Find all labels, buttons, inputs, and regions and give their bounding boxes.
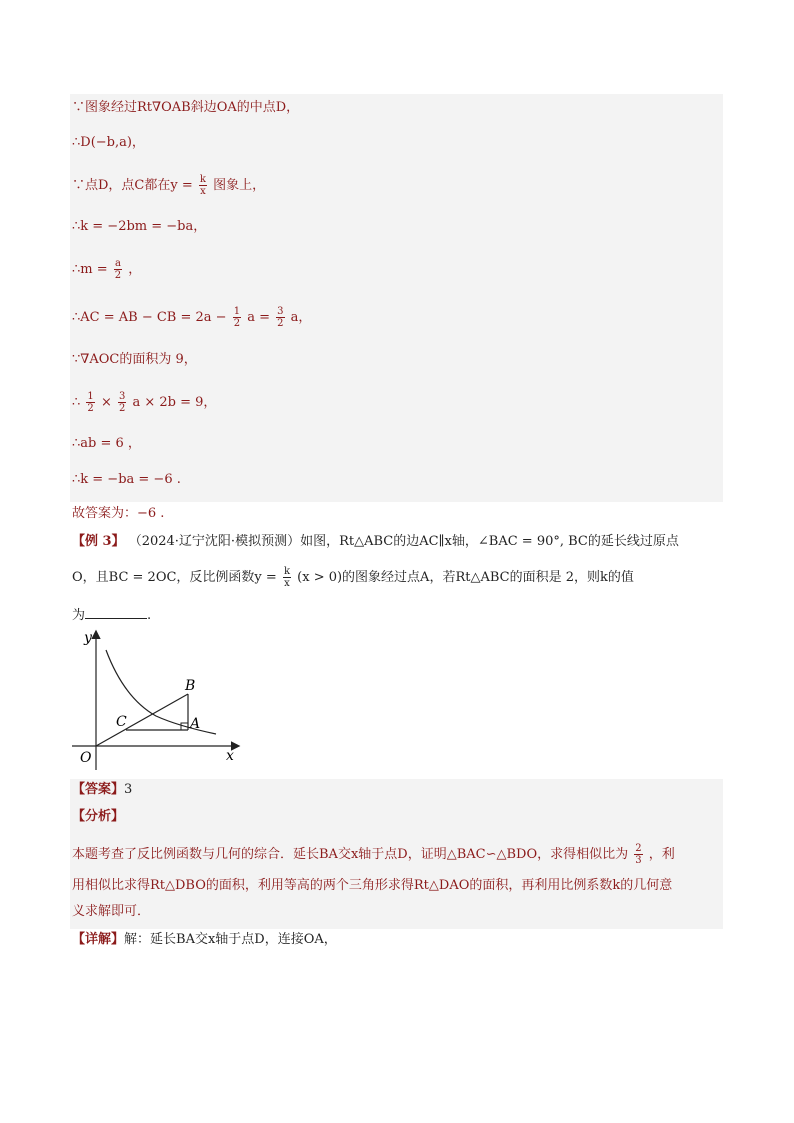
solution-final-answer: 故答案为：−6 . <box>72 506 165 521</box>
solution-line-8: ∴ $\frac{1}{2}$ × $\frac{3}{2}$ a × 2b = 9， <box>72 391 217 414</box>
fraction-1-over-2: $\frac{1}{2}$ <box>233 306 241 329</box>
example-line-1: 【例 3】 （2024·辽宁沈阳·模拟预测）如图，Rt△ABC的边AC∥x轴，∠BAC = 90°, BC的延长线过原点 <box>72 534 679 549</box>
solution-line-6: ∴AC = AB − CB = 2a − $\frac{1}{2}$ a = $\frac{3}{2}$ a， <box>72 306 312 329</box>
label-b: B <box>185 678 196 694</box>
solution-line-4: ∴k = −2bm = −ba， <box>72 219 207 234</box>
solution-line-7: ∵∇AOC的面积为 9， <box>72 352 197 367</box>
answer-blank <box>85 606 147 619</box>
label-o: O <box>80 750 92 766</box>
label-a: A <box>190 716 201 732</box>
example-label: 【例 3】 <box>72 534 125 549</box>
fraction-3-over-2: $\frac{3}{2}$ <box>277 306 284 329</box>
example-line-3: 为 . <box>72 608 152 623</box>
answer-label: 【答案】 <box>72 782 125 797</box>
segment-ob <box>96 694 188 746</box>
solution-line-2: ∴D(−b,a)， <box>72 135 145 150</box>
analysis-line-3: 义求解即可． <box>72 904 151 919</box>
fraction-2-over-3: $\frac{2}{3}$ <box>635 843 642 866</box>
solution-line-5: ∴m = $\frac{a}{2}$ ， <box>72 258 142 281</box>
solution-line-9: ∴ab = 6 ， <box>72 436 141 451</box>
detail-line: 【详解】解：延长BA交x轴于点D，连接OA， <box>72 932 337 947</box>
analysis-heading: 【分析】 <box>72 809 125 824</box>
analysis-line-2: 用相似比求得Rt△DBO的面积，利用等高的两个三角形求得Rt△DAO的面积，再利用比例系数k的几何意 <box>72 878 673 893</box>
analysis-line-1: 本题考查了反比例函数与几何的综合．延长BA交x轴于点D，证明△BAC∽△BDO，求得相似比为 $\frac{2}{3}$ ，利 <box>72 843 675 866</box>
answer-value: 3 <box>124 782 133 797</box>
fraction-a-over-2: $\frac{a}{2}$ <box>114 258 122 281</box>
solution-shade <box>70 94 723 502</box>
answer-line <box>72 780 132 800</box>
label-y: y <box>84 630 92 646</box>
solution-line-3: ∵点D，点C都在y = $\frac{k}{x}$ 图象上， <box>72 174 266 197</box>
geometry-figure <box>66 626 246 772</box>
fraction-k-over-x: $\frac{k}{x}$ <box>199 174 206 197</box>
solution-line-1: ∵图象经过Rt∇OAB斜边OA的中点D， <box>72 100 300 115</box>
fraction-k-over-x: $\frac{k}{x}$ <box>283 566 291 589</box>
solution-line-10: ∴k = −ba = −6 . <box>72 472 181 487</box>
fraction-3-over-2: $\frac{3}{2}$ <box>118 391 126 414</box>
label-x: x <box>226 748 234 764</box>
label-c: C <box>116 714 127 730</box>
example-line-2: O，且BC = 2OC，反比例函数y = $\frac{k}{x}$ (x > 0)的图象经过点A，若Rt△ABC的面积是 2，则k的值 <box>72 566 634 589</box>
fraction-1-over-2: $\frac{1}{2}$ <box>87 391 94 414</box>
